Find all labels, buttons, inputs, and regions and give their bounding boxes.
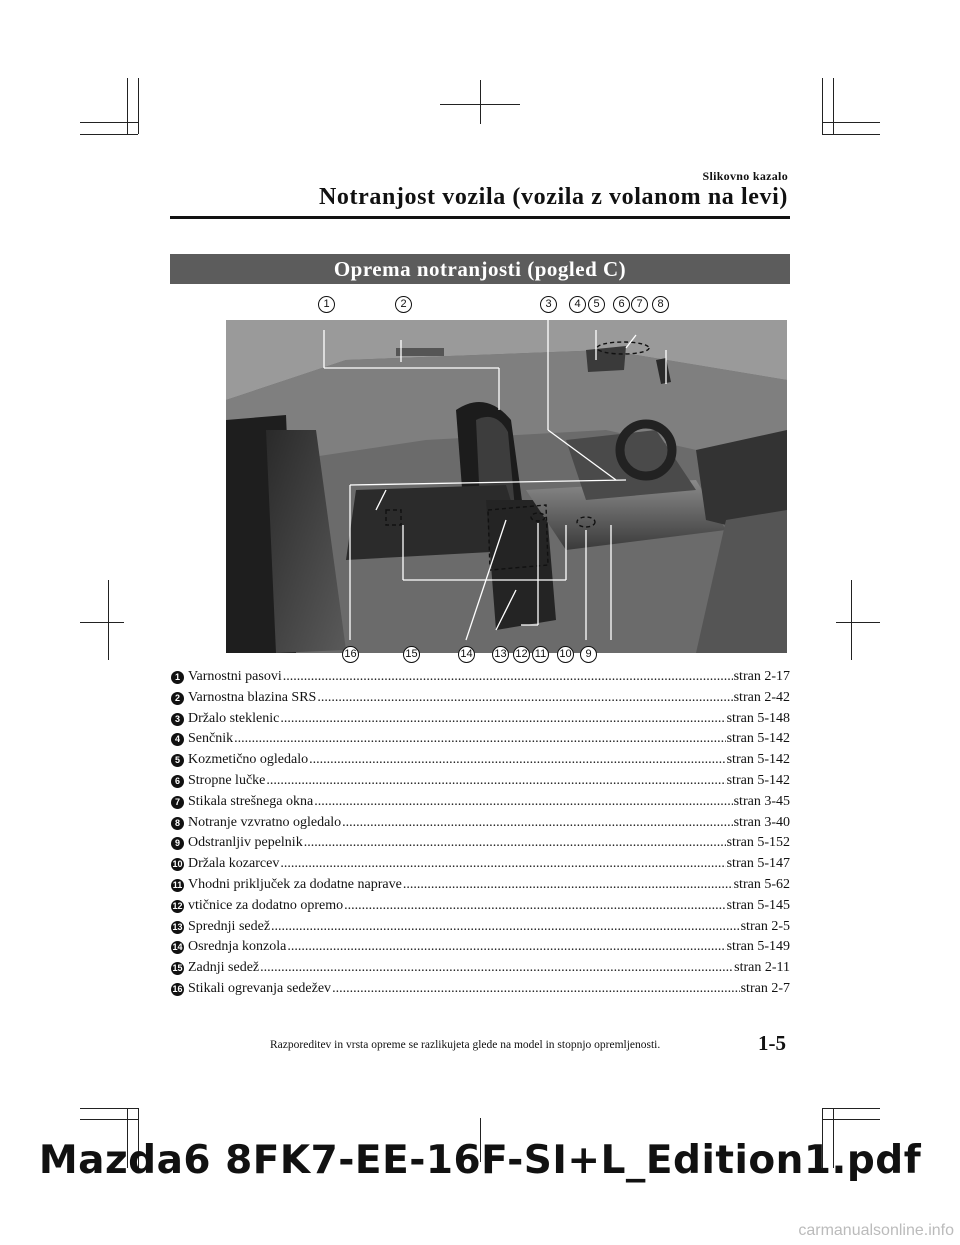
legend-number: 9 [171,837,184,850]
legend-item [171,752,790,773]
legend-item [171,815,790,836]
crop-mark [822,78,823,134]
leader-dots [234,731,726,747]
leader-dots [260,960,733,976]
legend-list [171,669,790,1002]
legend-label: Osrednja konzola [188,939,287,955]
legend-number: 13 [172,921,183,932]
legend-label: Senčnik [188,731,234,747]
interior-photo [226,320,787,653]
legend-number: 1 [171,671,184,684]
callout-2: 2 [395,296,412,313]
leader-dots [403,877,733,893]
legend-item [171,877,790,898]
crop-mark [127,78,128,134]
legend-label: Držalo steklenic [188,710,280,726]
legend-item [171,773,790,794]
page-reference-link[interactable]: stran 2-17 [733,669,790,684]
site-watermark: carmanualsonline.info [798,1222,954,1239]
legend-number: 6 [171,775,184,788]
page-reference-link[interactable]: stran 2-42 [733,689,790,705]
legend-number: 3 [171,713,184,726]
leader-dots [309,752,725,768]
legend-item [171,711,790,732]
legend-number: 12 [172,900,183,911]
callout-7: 7 [631,296,648,313]
page-title: Notranjost vozila (vozila z volanom na levi) [318,184,788,210]
crop-mark [138,78,139,134]
page-reference-link[interactable]: stran 5-142 [726,731,790,747]
crop-mark [480,80,481,124]
legend-label: Držala kozarcev [188,856,280,872]
leader-dots [271,919,740,935]
page-reference-link[interactable]: stran 5-147 [726,856,790,872]
legend-item [171,690,790,711]
legend-number: 2 [171,692,184,705]
crop-mark [108,580,109,660]
legend-number: 15 [172,963,183,974]
legend-number: 8 [171,817,184,830]
leader-dots [332,981,740,997]
page-reference-link[interactable]: stran 3-40 [733,814,790,830]
legend-label: Kozmetično ogledalo [188,752,309,768]
page-reference-link[interactable]: stran 5-62 [733,876,790,892]
page-reference-link[interactable]: stran 5-149 [726,939,790,955]
legend-label: Varnostni pasovi [188,669,282,684]
callout-4: 4 [569,296,586,313]
callout-8: 8 [652,296,669,313]
legend-number: 7 [171,796,184,809]
page-reference-link[interactable]: stran 5-152 [726,835,790,851]
page-reference-link[interactable]: stran 2-7 [740,980,790,996]
legend-item [171,669,790,690]
callout-3: 3 [540,296,557,313]
legend-number: 16 [172,983,183,994]
legend-number: 4 [171,733,184,746]
legend-label: vtičnice za dodatno opremo [188,897,344,913]
leader-dots [342,815,732,831]
leader-dots [317,690,732,706]
legend-label: Stikali ogrevanja sedežev [188,980,332,996]
legend-label: Varnostna blazina SRS [188,689,317,705]
callout-5: 5 [588,296,605,313]
legend-item [171,898,790,919]
legend-label: Sprednji sedež [188,918,271,934]
legend-item [171,794,790,815]
legend-item [171,835,790,856]
callout-16: 16 [342,646,359,663]
callout-13: 13 [492,646,509,663]
callout-9: 9 [580,646,597,663]
legend-item [171,856,790,877]
leader-dots [280,711,725,727]
callout-14: 14 [458,646,475,663]
crop-mark [851,580,852,660]
crop-mark [80,1108,138,1109]
crop-mark [80,122,138,123]
leader-dots [314,794,732,810]
crop-mark [833,78,834,134]
crop-mark [822,1108,880,1109]
callout-12: 12 [513,646,530,663]
legend-label: Zadnji sedež [188,960,260,976]
legend-item [171,960,790,981]
callout-1: 1 [318,296,335,313]
callout-15: 15 [403,646,420,663]
page-reference-link[interactable]: stran 5-142 [726,752,790,768]
section-label: Slikovno kazalo [702,169,788,183]
legend-item [171,919,790,940]
legend-label: Vhodni priključek za dodatne naprave [188,876,402,892]
legend-label: Notranje vzvratno ogledalo [188,814,342,830]
leader-dots [266,773,725,789]
callout-11: 11 [532,646,549,663]
crop-mark [80,134,138,135]
leader-dots [280,856,725,872]
page-reference-link[interactable]: stran 5-148 [726,710,790,726]
leader-dots [304,835,726,851]
footer-note: Razporeditev in vrsta opreme se razlikujeta glede na model in stopnjo opremljenosti. [270,1039,661,1051]
legend-number: 5 [171,754,184,767]
page-reference-link[interactable]: stran 5-145 [726,897,790,913]
legend-item [171,981,790,1002]
page-reference-link[interactable]: stran 5-142 [726,772,790,788]
leader-dots [287,939,725,955]
legend-number: 10 [172,859,183,870]
title-rule [170,216,790,219]
file-watermark: Mazda6 8FK7-EE-16F-SI+L_Edition1.pdf [38,1138,922,1183]
legend-item [171,731,790,752]
callout-10: 10 [557,646,574,663]
legend-number: 14 [172,942,183,953]
crop-mark [836,622,880,623]
crop-mark [822,1119,880,1120]
page-reference-link[interactable]: stran 2-5 [740,918,790,934]
page-reference-link[interactable]: stran 2-11 [734,960,790,976]
legend-label: Stikala strešnega okna [188,793,314,809]
callout-6: 6 [613,296,630,313]
crop-mark [440,104,520,105]
leader-dots [344,898,726,914]
page-number: 1-5 [758,1031,786,1055]
page-reference-link[interactable]: stran 3-45 [733,793,790,809]
crop-mark [822,122,880,123]
legend-item [171,939,790,960]
legend-label: Odstranljiv pepelnik [188,835,303,851]
section-banner: Oprema notranjosti (pogled C) [170,254,790,284]
crop-mark [80,622,124,623]
legend-label: Stropne lučke [188,772,266,788]
legend-number: 11 [172,879,183,890]
crop-mark [822,134,880,135]
crop-mark [80,1119,138,1120]
leader-dots [283,669,733,685]
